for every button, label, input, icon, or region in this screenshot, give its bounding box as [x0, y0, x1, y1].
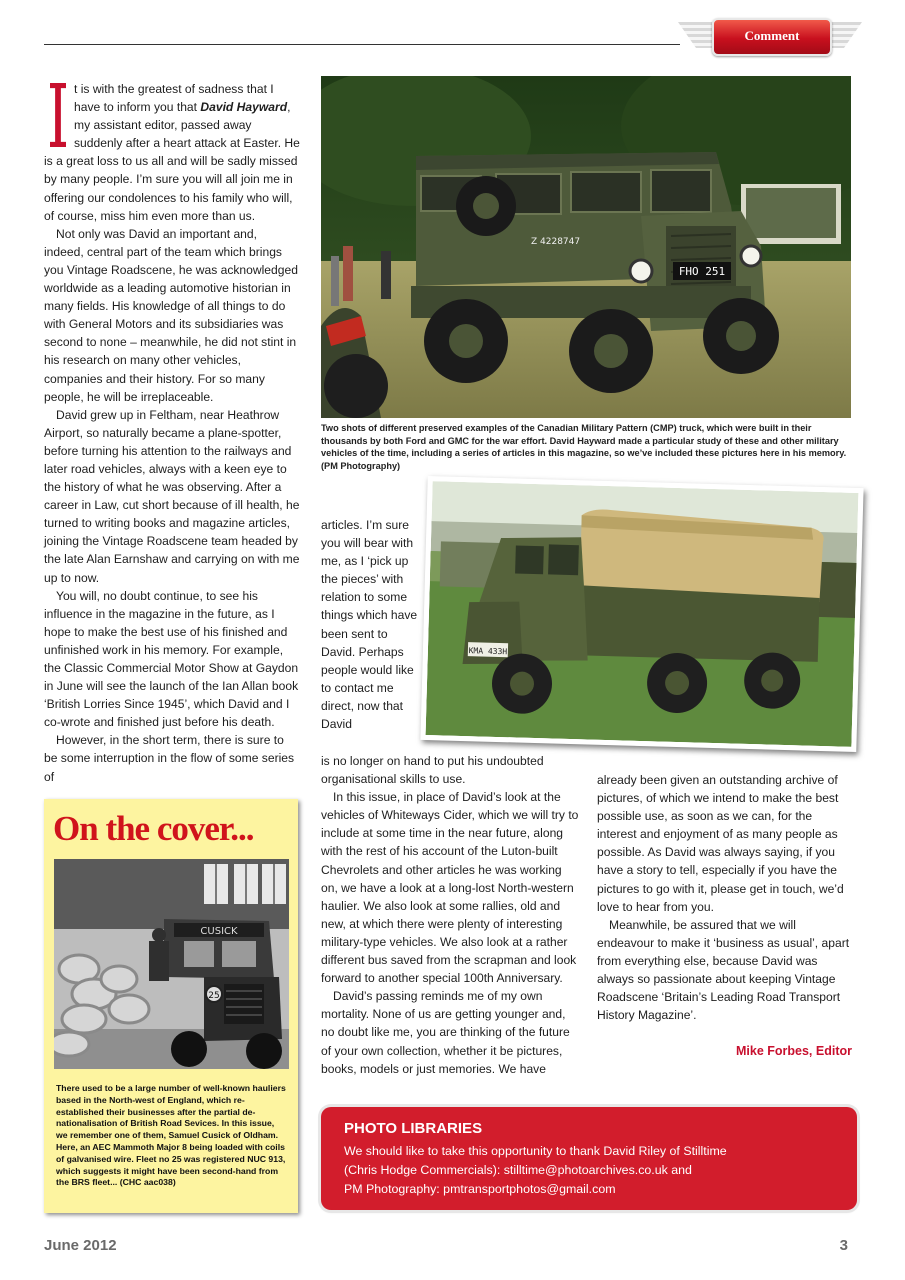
photo-cmp-truck-2	[426, 481, 859, 747]
cover-photo-signage: CUSICK	[200, 926, 238, 937]
paragraph-8: Meanwhile, be assured that we will endeavour to make it ‘business as usual’, apart from everything else, because David was always so passionate about keeping Vintage Roadscene ‘Britain’s Leading Road Transport History Magazine’.	[597, 917, 850, 1023]
page-number: 3	[839, 1237, 848, 1254]
photo-libraries-line-2: (Chris Hodge Commercials): stilltime@photoarchives.co.uk and	[344, 1163, 692, 1177]
photo-libraries-line-3: PM Photography: pmtransportphotos@gmail.com	[344, 1182, 616, 1196]
editor-signature: Mike Forbes, Editor	[736, 1044, 852, 1058]
cover-caption: There used to be a large number of well-known hauliers based in the North-west of England, which re-established their businesses after the partial de-nationalisation of British Road Sevices. In this issue, we remember one of them, Samuel Cusick of Oldham. Here, an AEC Mammoth Major 8 being loaded with coils of galvanised wire. Fleet no 25 was registered NUC 913, which suggests it might have been second-hand from the BRS fleet... (CHC aac038)	[56, 1083, 286, 1188]
issue-date: June 2012	[44, 1237, 117, 1254]
cover-photo-art	[54, 859, 289, 1069]
photo-cmp-truck-2-art	[426, 481, 859, 747]
paragraph-6: In this issue, in place of David’s look at the vehicles of Whiteways Cider, which we will try to include at some time in the near future, along with the rest of his account of the Luton-built Chevrolets and other articles he was working on, we have a look at a long-lost North-western haulier. We also look at some rallies, old and new, at which there were plenty of interesting military-type vehicles. We also look at a rather different bus saved from the scrapman and look forward to another special 100th Anniversary.	[321, 790, 579, 986]
truck2-reg-plate: KMA 433H	[468, 646, 508, 657]
paragraph-7-continued: already been given an outstanding archive of pictures, of which we intend to make the best possible use, as soon as we can, for the interest and enjoyment of as many people as possible. As David was always saying, if you have a story to tell, especially if you have the pictures to go with it, please get in touch, we’d love to hear from you.	[597, 773, 844, 914]
cover-fleet-number: 25	[208, 991, 220, 1001]
paragraph-3: David grew up in Feltham, near Heathrow Airport, so naturally became a plane-spotter, before turning his attention to the railways and later road vehicles, always with a keen eye to the history of what he was observing. After a career in Law, cut short because of ill health, he turned to writing books and magazine articles, joining the Vintage Roadscene team headed by the late Alan Earnshaw and carrying on with me up to now.	[44, 407, 300, 585]
cover-title: On the cover...	[53, 809, 254, 848]
paragraph-7: David’s passing reminds me of my own mortality. None of us are getting younger and, no doubt like me, you are thinking of the future of your own collection, whether it be pictures, books, models or just memories. We have	[321, 989, 570, 1076]
photo-cmp-truck-1-art	[321, 76, 851, 418]
photo-cmp-truck-2-frame	[420, 476, 863, 752]
section-label: Comment	[744, 28, 800, 43]
header-rule	[44, 44, 680, 45]
cover-photo	[54, 859, 289, 1069]
section-badge	[678, 16, 862, 56]
intro-text-after: , my assistant editor, passed away suddenly after a heart attack at Easter. He is a great loss to us all and will be sadly missed by many people. I’m sure you will all join me in offering our condolences to his family who will, of course, miss him even more than us.	[44, 100, 300, 223]
article-column-left	[44, 80, 300, 786]
truck1-army-number: Z 4228747	[531, 237, 581, 247]
paragraph-5-end: is no longer on hand to put his undoubted organisational skills to use.	[321, 754, 544, 787]
photo-libraries-line-1: We should like to take this opportunity to thank David Riley of Stilltime	[344, 1144, 727, 1158]
article-column-right	[597, 771, 855, 1024]
photo-libraries-box	[321, 1107, 857, 1210]
badge-plate	[712, 18, 832, 56]
paragraph-5: However, in the short term, there is sure to be some interruption in the flow of some series of	[44, 733, 295, 784]
intro-text-before: t is with the greatest of sadness that I have to inform you that	[74, 82, 274, 115]
paragraph-5-continued: articles. I’m sure you will bear with me, as I ‘pick up the pieces’ with relation to some things which have been sent to David. Perhaps people would like to contact me direct, now that David	[321, 518, 418, 732]
photo-cmp-truck-1	[321, 76, 851, 418]
intro-paragraph	[44, 80, 300, 225]
on-the-cover-box	[44, 799, 298, 1213]
drop-cap	[50, 83, 66, 147]
article-column-narrow	[321, 516, 421, 733]
paragraph-2: Not only was David an important and, indeed, central part of the team which brings you Vintage Roadscene, he was acknowledged worldwide as a leading automotive historian in many fields. His knowledge of all things to do with General Motors and its subsidiaries was second to none – meanwhile, he did not stint in his research on many other vehicles, companies and their history. For so many people, he will be irreplaceable.	[44, 226, 298, 404]
photo-caption: Two shots of different preserved examples of the Canadian Military Pattern (CMP) truck, which were built in their thousands by both Ford and GMC for the war effort. David Hayward made a particular study of these and other military vehicles of the time, including a series of articles in this magazine, so we’ve included these pictures here in his memory. (PM Photography)	[321, 423, 847, 471]
paragraph-4: You will, no doubt continue, to see his influence in the magazine in the future, as I hope to make the best use of his finished and unfinished work in his memory. For example, the Classic Commercial Motor Show at Gaydon in June will see the launch of the Ian Allan book ‘British Lorries Since 1945’, which David and I co-wrote and finished just before his death.	[44, 588, 299, 730]
article-column-middle	[321, 752, 579, 1078]
truck1-reg-plate: FHO 251	[678, 265, 726, 278]
editor-name: David Hayward	[200, 100, 288, 115]
photo-libraries-title: PHOTO LIBRARIES	[344, 1120, 483, 1137]
